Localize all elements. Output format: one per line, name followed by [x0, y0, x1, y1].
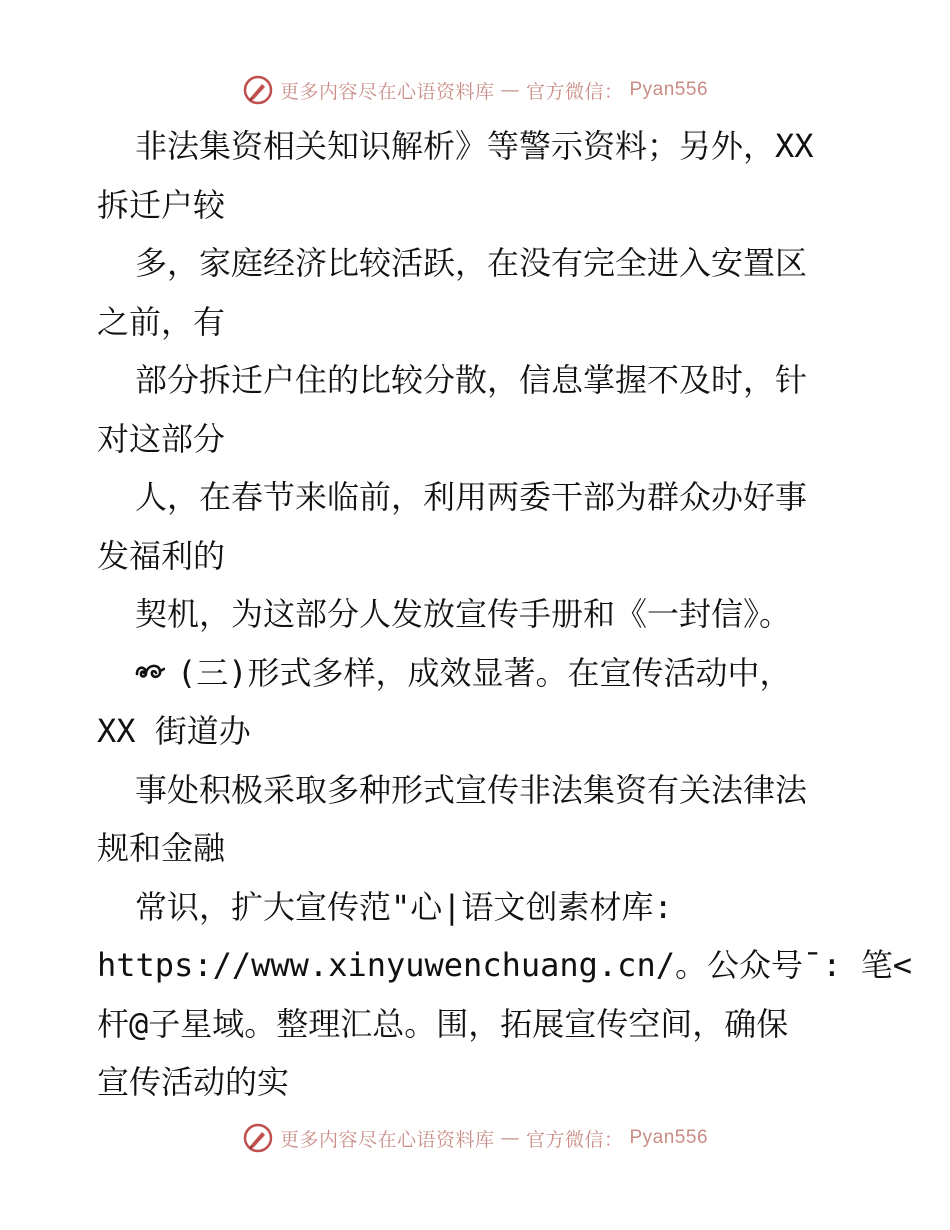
swirl-icon: [135, 662, 165, 682]
text-line-with-bullet: [97, 644, 857, 703]
text-line: 发福利的: [97, 536, 226, 575]
text-line: 部分拆迁户住的比较分散，信息掌握不及时，针: [135, 361, 808, 399]
watermark-wechat-id: Pyan556: [629, 79, 709, 100]
text-line: 非法集资相关知识解析》等警示资料；另外，XX: [135, 127, 814, 165]
text-line: 杆@子星域。整理汇总。围，拓展宣传空间，确保: [97, 1004, 789, 1043]
text-line: 规和金融: [97, 829, 226, 867]
text-line: 契机，为这部分人发放宣传手册和《一封信》。: [135, 595, 792, 633]
text-line: 拆迁户较: [97, 185, 226, 224]
text-line: 事处积极采取多种形式宣传非法集资有关法律法: [135, 770, 808, 809]
text-line: 对这部分: [97, 419, 226, 458]
pen-logo-icon: [242, 1122, 274, 1154]
text-line-content: (三)形式多样，成效显著。在宣传活动中，: [177, 653, 792, 692]
watermark-main-text: 更多内容尽在心语资料库: [279, 1128, 495, 1151]
text-line: 多，家庭经济比较活跃，在没有完全进入安置区: [135, 244, 808, 282]
text-line: XX 街道办: [97, 712, 251, 750]
watermark-wechat-id: Pyan556: [629, 1127, 709, 1148]
text-line: 宣传活动的实: [97, 1063, 290, 1101]
watermark-main-text: 更多内容尽在心语资料库: [279, 80, 495, 103]
document-body: [97, 117, 913, 1112]
watermark-official: 官方微信：: [525, 80, 624, 103]
watermark-official: 官方微信：: [525, 1128, 624, 1151]
header-watermark: [0, 70, 950, 110]
watermark-dash: —: [500, 1127, 520, 1149]
footer-watermark: [0, 1118, 950, 1158]
text-line: 常识，扩大宣传范"心|语文创素材库:: [135, 887, 673, 926]
pen-logo-icon: [242, 74, 274, 106]
text-line: 人，在春节来临前，利用两委干部为群众办好事: [135, 478, 808, 516]
text-line: 之前，有: [97, 302, 226, 341]
text-line: https://www.xinyuwenchuang.cn/。公众号¯: 笔<: [97, 946, 913, 984]
watermark-dash: —: [500, 79, 520, 101]
